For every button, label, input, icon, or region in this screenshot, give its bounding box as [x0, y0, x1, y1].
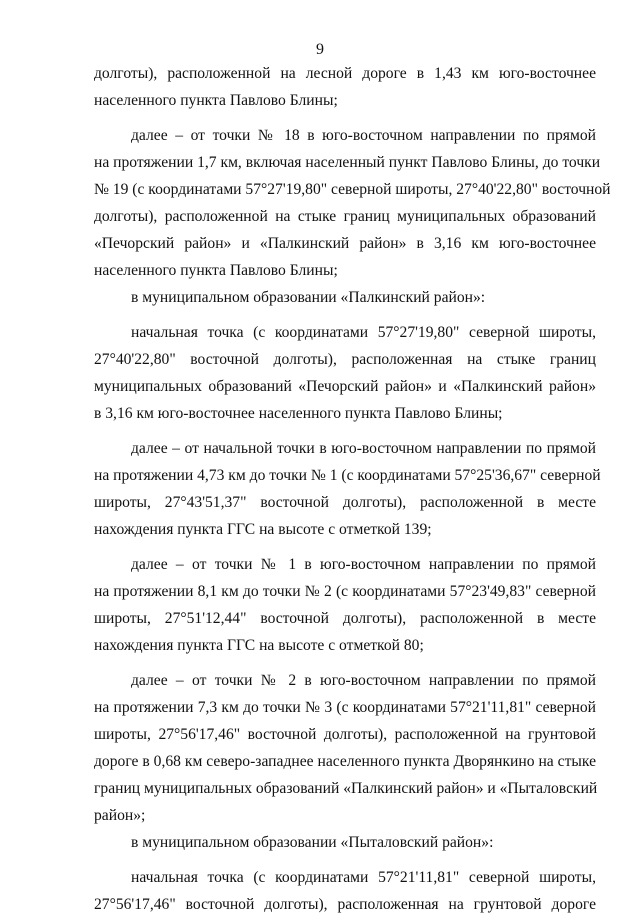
text-line: далее – от точки № 1 в юго-восточном направлении по прямой: [131, 556, 596, 573]
text-line: на протяжении 4,73 км до точки № 1 (с координатами 57°25'36,67" северной: [94, 467, 601, 484]
text-line: в муниципальном образовании «Пыталовский район»:: [131, 834, 494, 851]
text-line: долготы), расположенной на лесной дороге в 1,43 км юго-восточнее: [94, 65, 596, 82]
document-body: [94, 62, 611, 920]
text-line: в муниципальном образовании «Палкинский район»:: [131, 289, 486, 306]
text-line: на протяжении 1,7 км, включая населенный пункт Павлово Блины, до точки: [94, 154, 601, 171]
text-line: дороге в 0,68 км северо-западнее населенного пункта Дворянкино на стыке: [94, 753, 596, 770]
text-line: населенного пункта Павлово Блины;: [94, 262, 338, 279]
text-line: 27°40'22,80" восточной долготы), расположенная на стыке границ: [94, 351, 596, 368]
text-line: на протяжении 8,1 км до точки № 2 (с координатами 57°23'49,83" северной: [94, 583, 596, 600]
text-line: район»;: [94, 807, 146, 824]
text-line: долготы), расположенной на стыке границ муниципальных образований: [94, 208, 596, 225]
text-line: № 19 (с координатами 57°27'19,80" северной широты, 27°40'22,80" восточной: [94, 181, 611, 198]
text-line: 27°56'17,46" восточной долготы), расположенная на грунтовой дороге: [94, 896, 596, 913]
text-line: населенного пункта Павлово Блины;: [94, 92, 338, 109]
page-number: 9: [316, 41, 324, 58]
text-line: границ муниципальных образований «Палкинский район» и «Пыталовский: [94, 780, 598, 797]
text-line: далее – от точки № 2 в юго-восточном направлении по прямой: [131, 672, 596, 689]
text-line: широты, 27°51'12,44" восточной долготы), расположенной в месте: [94, 610, 596, 627]
text-line: на протяжении 7,3 км до точки № 3 (с координатами 57°21'11,81" северной: [94, 699, 596, 716]
text-line: «Печорский район» и «Палкинский район» в 3,16 км юго-восточнее: [94, 235, 596, 252]
text-line: широты, 27°43'51,37" восточной долготы), расположенной в месте: [94, 494, 596, 511]
text-line: начальная точка (с координатами 57°21'11,81" северной широты,: [131, 869, 596, 886]
text-line: далее – от начальной точки в юго-восточном направлении по прямой: [131, 440, 596, 457]
text-line: в 3,16 км юго-восточнее населенного пункта Павлово Блины;: [94, 405, 503, 422]
text-line: нахождения пункта ГГС на высоте с отметкой 139;: [94, 521, 432, 538]
text-line: муниципальных образований «Печорский район» и «Палкинский район»: [94, 378, 596, 395]
text-line: широты, 27°56'17,46" восточной долготы), расположенной на грунтовой: [94, 726, 596, 743]
text-line: далее – от точки № 18 в юго-восточном направлении по прямой: [131, 127, 596, 144]
text-line: нахождения пункта ГГС на высоте с отметкой 80;: [94, 637, 424, 654]
text-line: начальная точка (с координатами 57°27'19,80" северной широты,: [131, 324, 596, 341]
